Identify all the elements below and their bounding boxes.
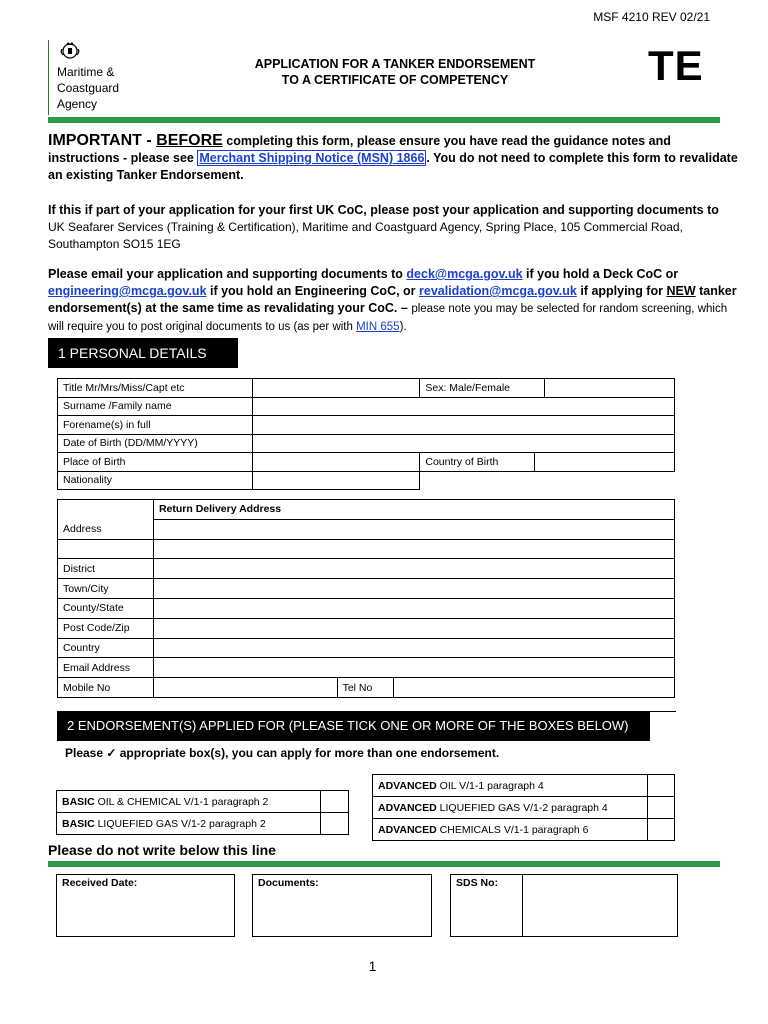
revalidation-email-link[interactable]: revalidation@mcga.gov.uk xyxy=(419,284,577,298)
dob-label: Date of Birth (DD/MM/YYYY) xyxy=(58,434,253,453)
documents-label: Documents: xyxy=(253,875,432,937)
surname-field[interactable] xyxy=(252,397,674,416)
address-label-2 xyxy=(58,539,154,559)
basic-gas-text: LIQUEFIED GAS V/1-2 paragraph 2 xyxy=(94,817,266,830)
royal-crest-icon xyxy=(59,40,81,62)
email-text-4: if applying for xyxy=(576,284,667,298)
office-use-notice: Please do not write below this line xyxy=(48,842,276,858)
nationality-field[interactable] xyxy=(252,471,420,490)
important-lead: IMPORTANT - xyxy=(48,132,157,149)
page-number: 1 xyxy=(368,958,377,974)
town-field[interactable] xyxy=(153,579,674,599)
email-text-5: tanker endorsement(s) at the same time as revalidating your CoC. – xyxy=(48,284,737,315)
postcode-label: Post Code/Zip xyxy=(58,618,154,638)
district-label: District xyxy=(58,559,154,579)
address-field-2[interactable] xyxy=(153,539,674,559)
basic-oil-label xyxy=(57,791,321,813)
basic-gas-checkbox[interactable] xyxy=(321,813,349,835)
important-notice xyxy=(48,132,738,184)
email-label: Email Address xyxy=(58,658,154,678)
advanced-gas-level: ADVANCED xyxy=(378,801,437,814)
sds-field xyxy=(522,875,677,937)
basic-endorsements-table xyxy=(56,790,349,835)
forename-field[interactable] xyxy=(252,416,674,435)
advanced-gas-checkbox[interactable] xyxy=(648,797,675,819)
engineering-email-link[interactable]: engineering@mcga.gov.uk xyxy=(48,284,207,298)
received-date-box xyxy=(56,874,235,937)
advanced-oil-checkbox[interactable] xyxy=(648,775,675,797)
tel-label: Tel No xyxy=(337,678,393,698)
return-address-heading: Return Delivery Address xyxy=(153,500,674,520)
tel-field[interactable] xyxy=(393,678,675,698)
sds-box xyxy=(450,874,678,937)
email-text-1: Please email your application and supporting documents to xyxy=(48,267,407,281)
email-new: NEW xyxy=(666,284,696,298)
section-1-heading: 1 PERSONAL DETAILS xyxy=(48,338,238,368)
cob-label: Country of Birth xyxy=(420,453,535,472)
email-text-2: if you hold a Deck CoC or xyxy=(522,267,679,281)
basic-oil-level: BASIC xyxy=(62,795,95,808)
country-field[interactable] xyxy=(153,638,674,658)
sds-label: SDS No: xyxy=(451,875,523,937)
county-field[interactable] xyxy=(153,598,674,618)
address-field-1[interactable] xyxy=(153,519,674,539)
personal-details-table xyxy=(57,378,675,490)
advanced-chemicals-label xyxy=(373,819,648,841)
nationality-label: Nationality xyxy=(58,471,253,490)
dob-field[interactable] xyxy=(252,434,674,453)
email-instructions xyxy=(48,266,738,336)
section-2-heading: 2 ENDORSEMENT(S) APPLIED FOR (PLEASE TICK ONE OR MORE OF THE BOXES BELOW) xyxy=(57,711,650,741)
heading-rule xyxy=(650,711,676,712)
pob-field[interactable] xyxy=(252,453,420,472)
logo-line-2: Coastguard xyxy=(57,81,120,95)
post-address: UK Seafarer Services (Training & Certification), Maritime and Coastguard Agency, Spring Place, 105 Commercial Road, Southampton SO15 1EG xyxy=(48,220,683,251)
advanced-chemicals-level: ADVANCED xyxy=(378,823,437,836)
form-code: TE xyxy=(648,42,704,89)
documents-box xyxy=(252,874,432,937)
town-label: Town/City xyxy=(58,579,154,599)
office-divider xyxy=(48,861,720,867)
mobile-label: Mobile No xyxy=(58,678,154,698)
title-label: Title Mr/Mrs/Miss/Capt etc xyxy=(58,379,253,398)
sex-label: Sex: Male/Female xyxy=(420,379,545,398)
email-note: please note you may be selected for random screening, which will require you to post original documents to us (as per with xyxy=(48,303,728,333)
advanced-endorsements-table xyxy=(372,774,675,841)
basic-oil-text: OIL & CHEMICAL V/1-1 paragraph 2 xyxy=(94,795,269,808)
address-table xyxy=(57,499,675,698)
country-label: Country xyxy=(58,638,154,658)
address-blank-label xyxy=(58,500,154,520)
endorsement-instruction: Please ✓ appropriate box(s), you can apply for more than one endorsement. xyxy=(65,746,500,760)
received-date-label: Received Date: xyxy=(57,875,235,937)
form-title xyxy=(210,56,580,88)
empty-cell xyxy=(420,471,675,490)
advanced-oil-text: OIL V/1-1 paragraph 4 xyxy=(436,779,544,792)
min-655-link[interactable]: MIN 655 xyxy=(356,321,400,333)
title-line-1: APPLICATION FOR A TANKER ENDORSEMENT xyxy=(254,57,536,71)
address-label: Address xyxy=(58,519,154,539)
advanced-oil-level: ADVANCED xyxy=(378,779,437,792)
pob-label: Place of Birth xyxy=(58,453,253,472)
advanced-chemicals-text: CHEMICALS V/1-1 paragraph 6 xyxy=(436,823,589,836)
logo-line-3: Agency xyxy=(57,97,98,111)
title-field[interactable] xyxy=(252,379,420,398)
advanced-gas-label xyxy=(373,797,648,819)
form-reference: MSF 4210 REV 02/21 xyxy=(593,10,710,24)
title-line-2: TO A CERTIFICATE OF COMPETENCY xyxy=(281,73,509,87)
email-text-3: if you hold an Engineering CoC, or xyxy=(206,284,420,298)
surname-label: Surname /Family name xyxy=(58,397,253,416)
basic-oil-checkbox[interactable] xyxy=(321,791,349,813)
important-before: BEFORE xyxy=(156,132,223,149)
msn-link[interactable]: Merchant Shipping Notice (MSN) 1866 xyxy=(199,151,425,165)
post-instructions xyxy=(48,202,738,253)
advanced-oil-label xyxy=(373,775,648,797)
deck-email-link[interactable]: deck@mcga.gov.uk xyxy=(406,267,523,281)
forename-label: Forename(s) in full xyxy=(58,416,253,435)
agency-logo xyxy=(48,40,119,115)
important-text: completing this form, please ensure you have read the guidance notes and instructions - please see xyxy=(48,134,671,165)
county-label: County/State xyxy=(58,598,154,618)
sex-field[interactable] xyxy=(545,379,675,398)
basic-gas-level: BASIC xyxy=(62,817,95,830)
advanced-chemicals-checkbox[interactable] xyxy=(648,819,675,841)
advanced-gas-text: LIQUEFIED GAS V/1-2 paragraph 4 xyxy=(436,801,608,814)
post-text: If this if part of your application for your first UK CoC, please post your application and supporting documents to xyxy=(48,203,719,217)
basic-gas-label xyxy=(57,813,321,835)
mobile-field[interactable] xyxy=(153,678,337,698)
important-text-2: . You do not need to complete this form to revalidate an existing Tanker Endorsement. xyxy=(48,151,738,182)
postcode-field[interactable] xyxy=(153,618,674,638)
header-divider xyxy=(48,117,720,123)
cob-field[interactable] xyxy=(535,453,675,472)
email-field[interactable] xyxy=(153,658,674,678)
district-field[interactable] xyxy=(153,559,674,579)
email-end: ). xyxy=(399,321,407,333)
logo-line-1: Maritime & xyxy=(57,65,115,79)
